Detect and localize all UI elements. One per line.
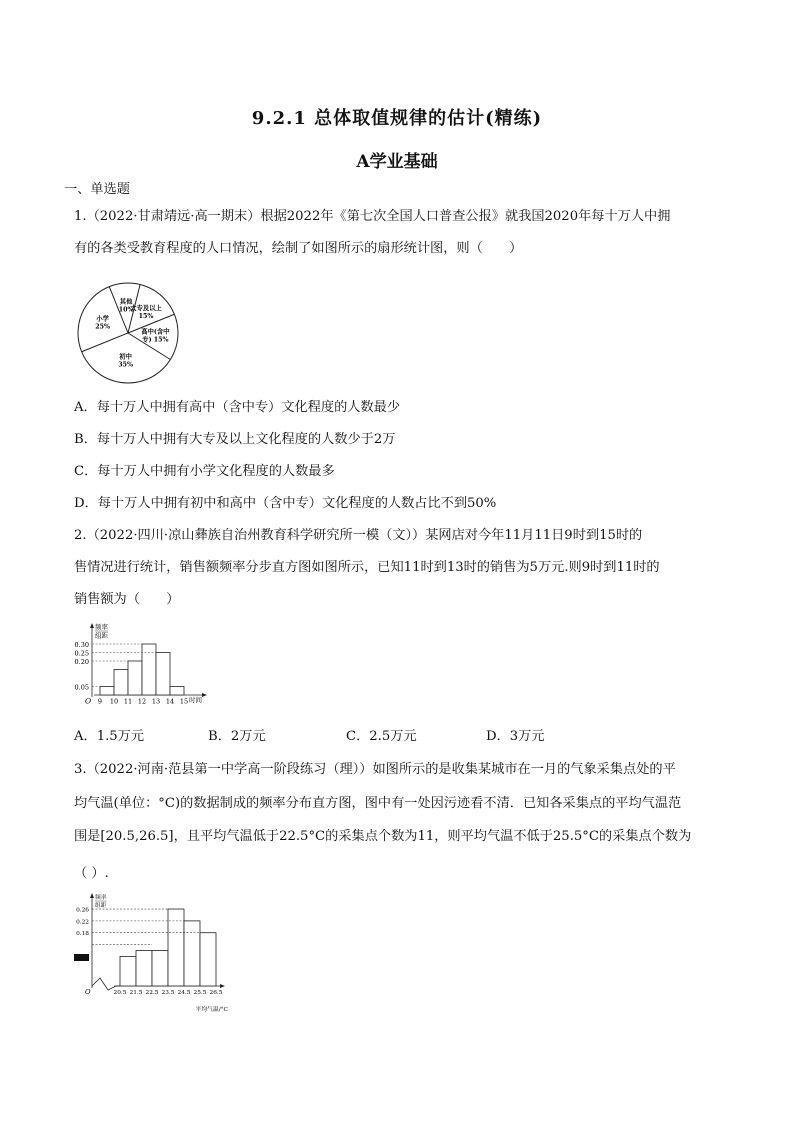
- q2-stem-line2: 售情况进行统计，销售额频率分步直方图如图所示，已知11时到13时的销售为5万元.则9时到11时的: [74, 560, 660, 575]
- q2-stem-line1: 2.（2022·四川·凉山彝族自治州教育科学研究所一模（文））某网店对今年11月11日9时到15时的: [74, 528, 643, 543]
- x-tick-label: 11: [123, 697, 133, 706]
- pie-slice-value: 15%: [138, 313, 154, 321]
- y-axis-label-denominator: 组距: [95, 631, 108, 640]
- x-tick-label: 15: [179, 697, 189, 706]
- histogram-bar: [114, 670, 128, 696]
- q1-option-c: C．每十万人中拥有小学文化程度的人数最多: [74, 464, 335, 479]
- y-axis-arrow: [90, 623, 94, 628]
- histogram-bar: [200, 933, 216, 986]
- histogram-bar: [142, 644, 156, 695]
- x-tick-label: 23.5: [161, 989, 175, 996]
- x-axis-label: 时间: [189, 696, 202, 704]
- histogram-bar: [128, 661, 142, 695]
- pie-slice-label: 初中: [119, 353, 132, 361]
- pie-slice-value: 35%: [118, 361, 133, 369]
- q1-stem-line2: 有的各类受教育程度的人口情况，绘制了如图所示的扇形统计图，则（ ）: [74, 241, 523, 256]
- q1-option-a: A．每十万人中拥有高中（含中专）文化程度的人数最少: [74, 400, 401, 415]
- y-tick-label: 0.26: [76, 907, 89, 914]
- q2-option-a: A．1.5万元: [74, 729, 145, 744]
- x-tick-label: 24.5: [177, 989, 191, 996]
- y-tick-label: 0.18: [76, 931, 89, 938]
- x-tick-label: 9: [97, 697, 103, 706]
- q2-option-b: B．2万元: [208, 729, 266, 744]
- pie-slice-label: 高中(含中: [141, 328, 170, 336]
- q2-histogram: [70, 618, 220, 713]
- histogram-bar: [100, 687, 114, 696]
- x-axis-arrow: [202, 693, 207, 697]
- q1-pie-chart: [72, 282, 187, 387]
- x-tick-label: 25.5: [193, 989, 207, 996]
- q2-option-d: D．3万元: [486, 729, 545, 744]
- section-subtitle: A学业基础: [356, 152, 438, 172]
- q3-histogram: [70, 886, 240, 1014]
- y-tick-label: 0.25: [74, 649, 89, 658]
- x-axis-label: 平均气温/°C: [195, 1007, 228, 1013]
- pie-slice-label: 其他: [119, 298, 133, 306]
- pie-slice-label: 大专及以上: [130, 305, 162, 313]
- histogram-bar: [152, 950, 168, 986]
- x-tick-label: 14: [165, 697, 175, 706]
- y-tick-label: 0.22: [76, 919, 89, 926]
- pie-slice-value: 专) 15%: [142, 336, 169, 344]
- y-axis-label-denominator: 组距: [95, 902, 107, 909]
- q3-stem-line4: （ ）.: [74, 866, 109, 881]
- y-axis-arrow: [90, 893, 94, 898]
- pie-slice-label: 小学: [96, 315, 109, 323]
- histogram-bar: [170, 687, 184, 696]
- x-axis-arrow: [220, 984, 225, 988]
- histogram-bar: [120, 956, 136, 986]
- y-tick-label: 0.20: [74, 657, 89, 666]
- q1-option-b: B．每十万人中拥有大专及以上文化程度的人数少于2万: [74, 432, 396, 447]
- y-tick-label: 0.05: [74, 683, 89, 692]
- x-tick-label: 21.5: [129, 989, 143, 996]
- q2-option-c: C．2.5万元: [346, 729, 417, 744]
- x-tick-label: 10: [109, 697, 119, 706]
- y-tick-label: 0.30: [74, 640, 89, 649]
- histogram-bar: [184, 921, 200, 986]
- x-tick-label: 13: [151, 697, 161, 706]
- q1-stem-line1: 1.（2022·甘肃靖远·高一期末）根据2022年《第七次全国人口普查公报》就我国2020年每十万人中拥: [74, 209, 671, 224]
- section-heading: 一、单选题: [64, 182, 130, 197]
- pie-slice-value: 10%: [118, 306, 134, 314]
- ink-smudge: [74, 954, 89, 961]
- q1-option-d: D．每十万人中拥有初中和高中（含中专）文化程度的人数占比不到50%: [74, 496, 497, 511]
- q3-stem-line1: 3.（2022·河南·范县第一中学高一阶段练习（理））如图所示的是收集某城市在一月的气象采集点处的平: [74, 762, 676, 777]
- q3-stem-line3: 围是[20.5,26.5]，且平均气温低于22.5°C的采集点个数为11，则平均气温不低于25.5°C的采集点个数为: [74, 829, 692, 844]
- origin-label: O: [85, 696, 92, 706]
- q2-stem-line3: 销售额为（ ）: [74, 592, 180, 607]
- x-tick-label: 20.5: [113, 989, 127, 996]
- histogram-bar: [136, 950, 152, 986]
- pie-slice-value: 25%: [95, 323, 111, 331]
- histogram-bar: [156, 653, 170, 696]
- q3-stem-line2: 均气温(单位：°C)的数据制成的频率分布直方图，图中有一处因污迹看不清．已知各采集点的平均气温范: [74, 796, 682, 811]
- x-tick-label: 22.5: [145, 989, 159, 996]
- axis-break-zigzag: [92, 978, 120, 990]
- x-tick-label: 26.5: [209, 989, 223, 996]
- x-tick-label: 12: [137, 697, 147, 706]
- y-axis-label: 频率: [95, 895, 107, 901]
- y-axis-label: 频率: [95, 623, 108, 631]
- page-title: 9.2.1 总体取值规律的估计(精练): [251, 108, 543, 129]
- origin-label: O: [85, 987, 91, 996]
